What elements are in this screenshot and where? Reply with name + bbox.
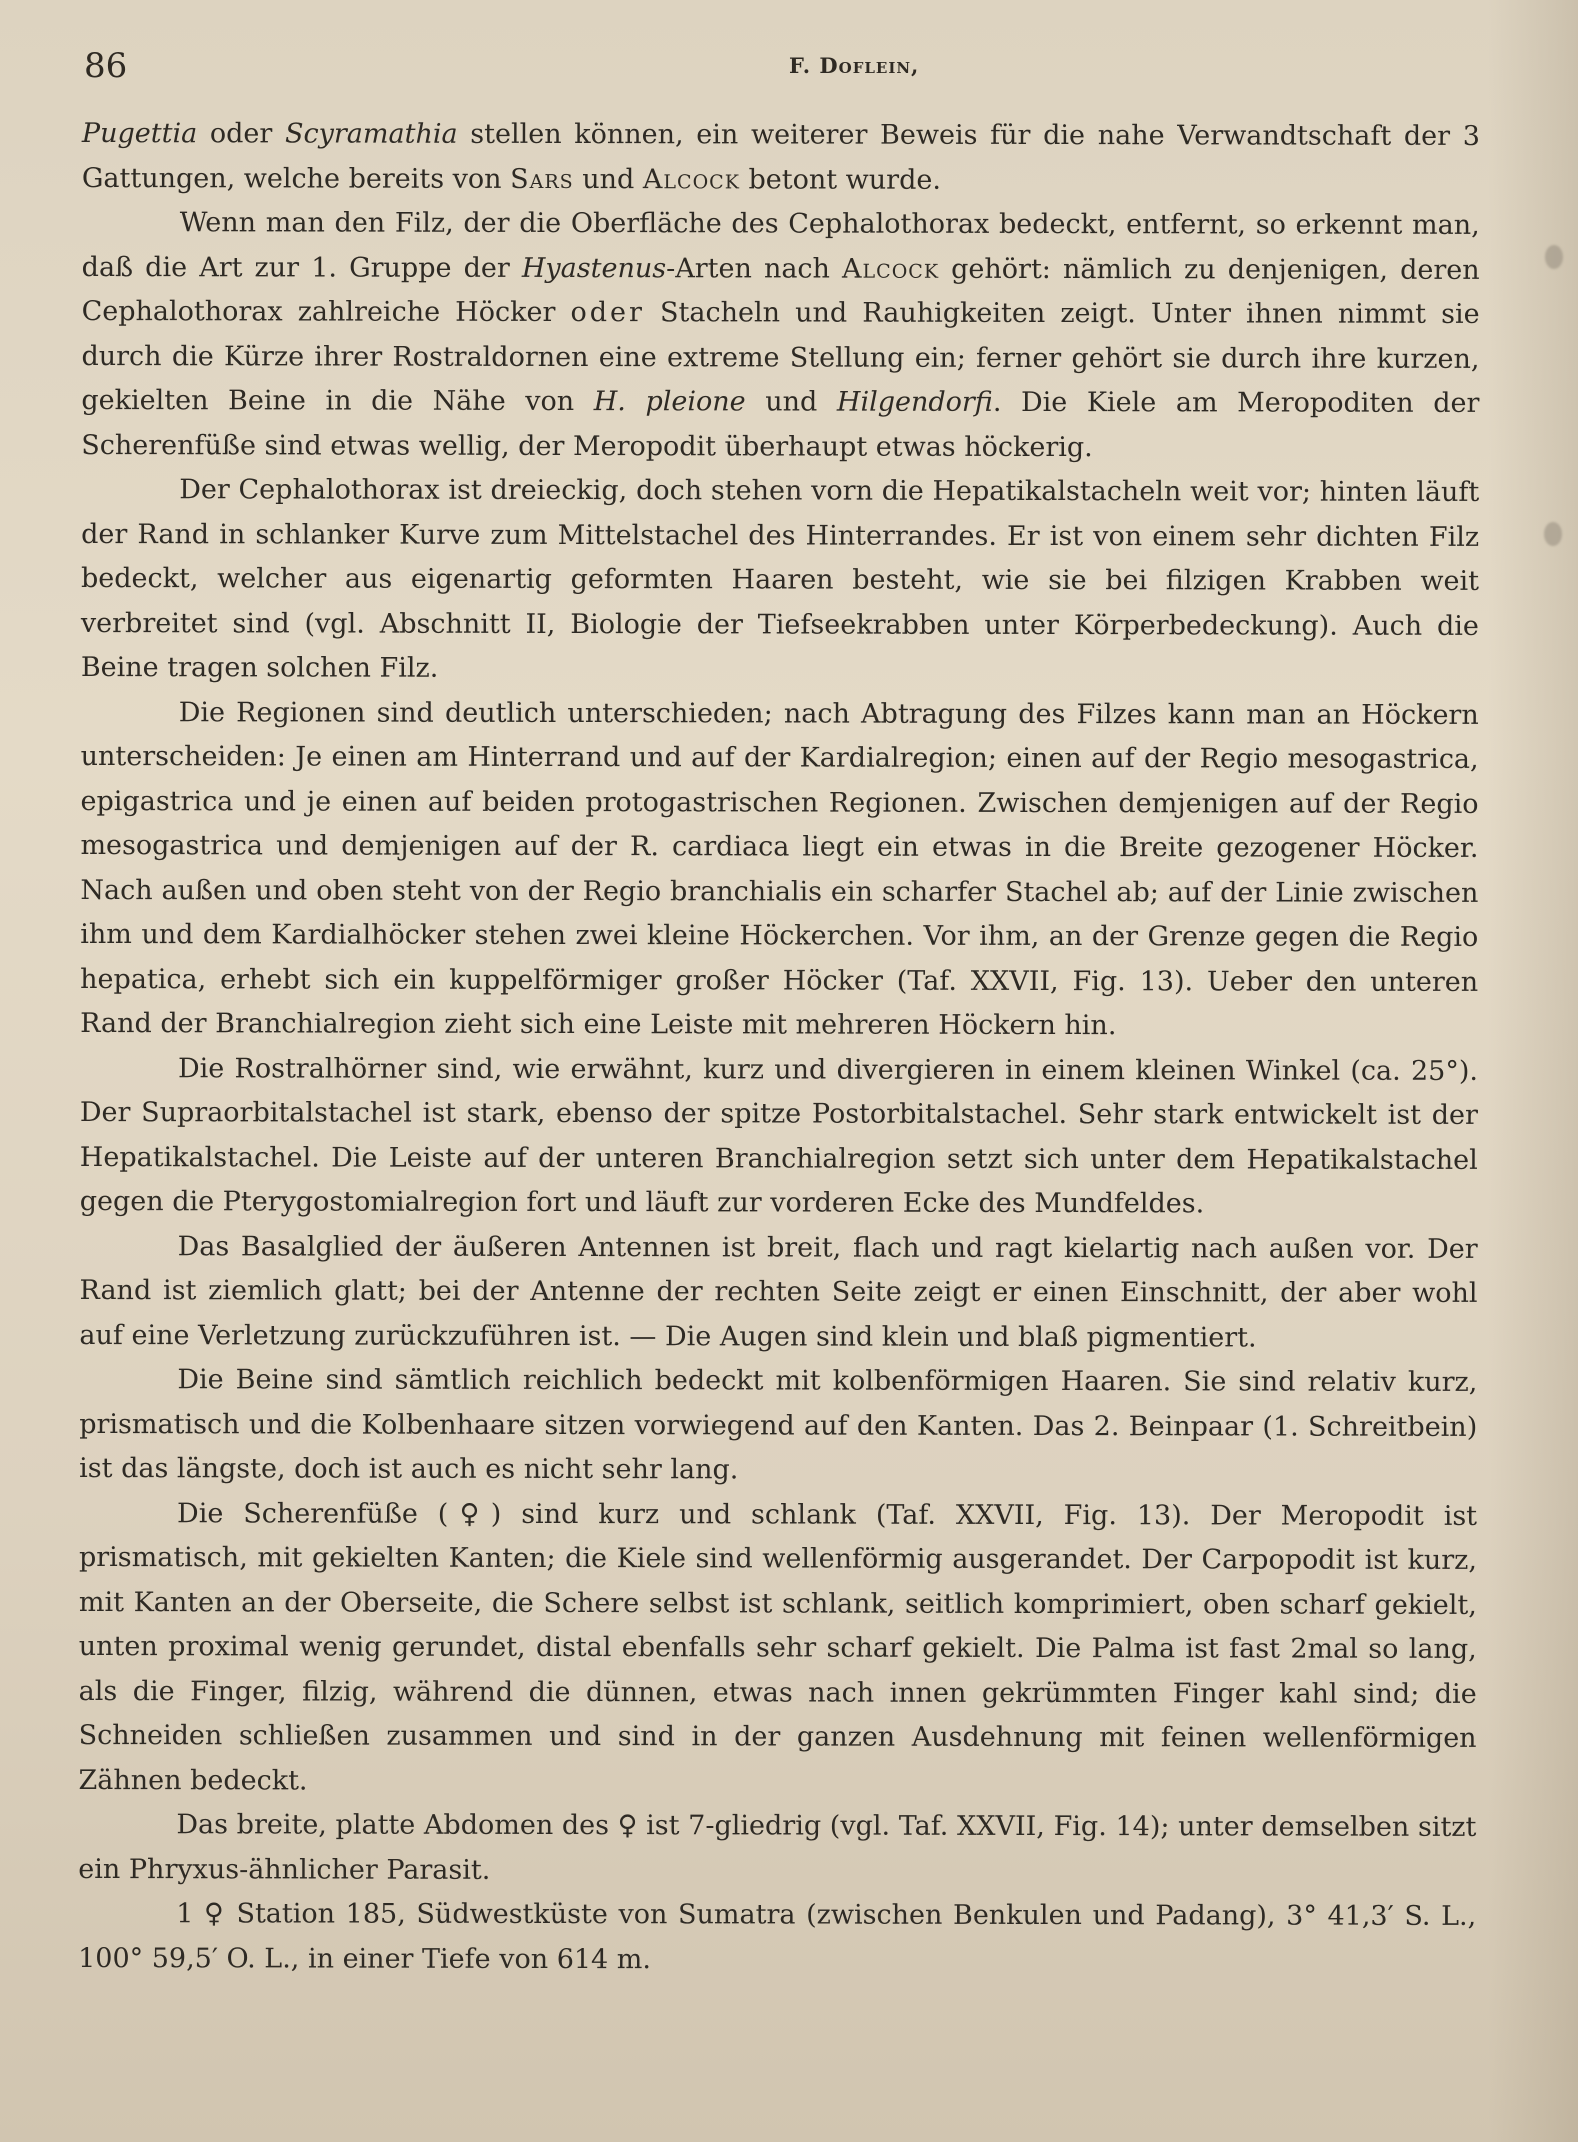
- body-text: [78, 112, 1480, 1984]
- text-run: -Arten nach: [666, 252, 843, 285]
- text-run: . Die Kiele am Meropoditen der Scherenfüße sind etwas wellig, der Meropodit überhaupt etwas höckerig.: [81, 386, 1480, 463]
- text-run: 1 ♀ Station 185, Südwestküste von Sumatra (zwischen Benkulen und Padang), 3° 41,3′ S. L., 100° 59,5′ O. L., in einer Tiefe von 614 m.: [78, 1898, 1477, 1975]
- paper-stain: [1544, 522, 1562, 546]
- page-edge-shadow: [1488, 0, 1578, 2142]
- genus-name: Pugettia: [81, 117, 198, 150]
- paper-stain: [1545, 245, 1563, 269]
- text-run: Die Regionen sind deutlich unterschieden; nach Abtragung des Filzes kann man an Höckern unterscheiden: Je einen am Hinterrand und auf der Kardialregion; einen auf der Regio mesogastrica, epigastrica und je einen auf beiden protogastrischen Regionen. Zwischen demjenigen auf der Regio mesogastrica und demjenigen auf der R. cardiaca liegt ein etwas in die Breite gezogener Höcker. Nach außen und oben steht von der Regio branchialis ein scharfer Stachel ab; auf der Linie zwischen ihm und dem Kardialhöcker stehen zwei kleine Höckerchen. Vor ihm, an der Grenze gegen die Regio hepatica, erhebt sich ein kuppelförmiger großer Höcker (Taf. XXVII, Fig. 13). Ueber den unteren Rand der Branchialregion zieht sich eine Leiste mit mehreren Höckern hin.: [80, 696, 1479, 1042]
- paragraph: [79, 1224, 1477, 1360]
- text-run: und: [745, 386, 837, 418]
- text-run: stellen können, ein weiterer Beweis für die nahe Verwandtschaft der 3 Gattungen, welche bereits von: [81, 118, 1480, 195]
- text-run: Die Scherenfüße (♀) sind kurz und schlank (Taf. XXVII, Fig. 13). Der Meropodit ist prismatisch, mit gekielten Kanten; die Kiele sind wellenförmig ausgerandet. Der Carpopodit ist kurz, mit Kanten an der Oberseite, die Schere selbst ist schlank, seitlich komprimiert, oben scharf gekielt, unten proximal wenig gerundet, distal ebenfalls sehr scharf gekielt. Die Palma ist fast 2mal so lang, als die Finger, filzig, während die dünnen, etwas nach innen gekrümmten Finger kahl sind; die Schneiden schließen zusammen und sind in der ganzen Ausdehnung mit feinen wellenförmigen Zähnen bedeckt.: [78, 1497, 1478, 1796]
- author-name: Alcock: [842, 253, 940, 285]
- text-run: Die Rostralhörner sind, wie erwähnt, kurz und divergieren in einem kleinen Winkel (ca. 25°). Der Supraorbitalstachel ist stark, ebenso der spitze Postorbitalstachel. Sehr stark entwickelt ist der Hepatikalstachel. Die Leiste auf der unteren Branchialregion setzt sich unter dem Hepatikalstachel gegen die Pterygostomialregion fort und läuft zur vorderen Ecke des Mundfeldes.: [79, 1052, 1479, 1220]
- paragraph: [82, 112, 1480, 204]
- text-run: Stacheln und Rauhigkeiten zeigt. Unter ihnen nimmt sie durch die Kürze ihrer Rostraldornen eine extreme Stellung ein; ferner gehört sie durch ihre kurzen, gekielten Beine in die Nähe von: [81, 297, 1480, 418]
- emphasized-word: oder: [570, 297, 645, 329]
- text-run: betont wurde.: [739, 163, 941, 196]
- text-run: Wenn man den Filz, der die Oberfläche des Cephalothorax bedeckt, entfernt, so erkennt man, daß die Art zur 1. Gruppe der: [81, 207, 1480, 284]
- genus-name: Hyastenus: [521, 252, 667, 284]
- text-run: gehört: nämlich zu denjenigen, deren Cephalothorax zahlreiche Höcker: [81, 253, 1480, 329]
- species-name: Hilgendorfi: [836, 386, 993, 418]
- running-head: F. Doflein,: [789, 53, 920, 78]
- paragraph: [81, 468, 1479, 693]
- species-name: H. pleione: [593, 386, 746, 418]
- text-run: Der Cephalothorax ist dreieckig, doch stehen vorn die Hepatikalstacheln weit vor; hinten läuft der Rand in schlanker Kurve zum Mittelstachel des Hinterrandes. Er ist von einem sehr dichten Filz bedeckt, welcher aus eigenartig geformten Haaren besteht, wie sie bei filzigen Krabben weit verbreitet sind (vgl. Abschnitt II, Biologie der Tiefseekrabben unter Körperbedeckung). Auch die Beine tragen solchen Filz.: [80, 474, 1480, 684]
- paragraph: [81, 201, 1480, 471]
- paragraph: [80, 690, 1479, 1049]
- page-number: 86: [84, 46, 128, 86]
- paragraph: [78, 1491, 1477, 1805]
- text-run: oder: [197, 118, 286, 150]
- paragraph: [79, 1358, 1477, 1494]
- text-run: Das Basalglied der äußeren Antennen ist breit, flach und ragt kielartig nach außen vor. Der Rand ist ziemlich glatt; bei der Antenne der rechten Seite zeigt er einen Einschnitt, der aber wohl auf eine Verletzung zurückzuführen ist. — Die Augen sind klein und blaß pigmentiert.: [79, 1230, 1478, 1353]
- specimen-locality: [78, 1892, 1476, 1984]
- author-name: Sars: [510, 163, 574, 195]
- text-run: und: [573, 163, 643, 195]
- page-header: [84, 46, 1479, 86]
- author-name: Alcock: [642, 163, 740, 195]
- genus-name: Scyramathia: [285, 118, 458, 150]
- paragraph: [80, 1046, 1478, 1227]
- paragraph: [78, 1803, 1476, 1895]
- text-run: Die Beine sind sämtlich reichlich bedeckt mit kolbenförmigen Haaren. Sie sind relativ kurz, prismatisch und die Kolbenhaare sitzen vorwiegend auf den Kanten. Das 2. Beinpaar (1. Schreitbein) ist das längste, doch ist auch es nicht sehr lang.: [79, 1364, 1478, 1486]
- text-run: Das breite, platte Abdomen des ♀ ist 7-gliedrig (vgl. Taf. XXVII, Fig. 14); unter demselben sitzt ein Phryxus-ähnlicher Parasit.: [78, 1809, 1477, 1886]
